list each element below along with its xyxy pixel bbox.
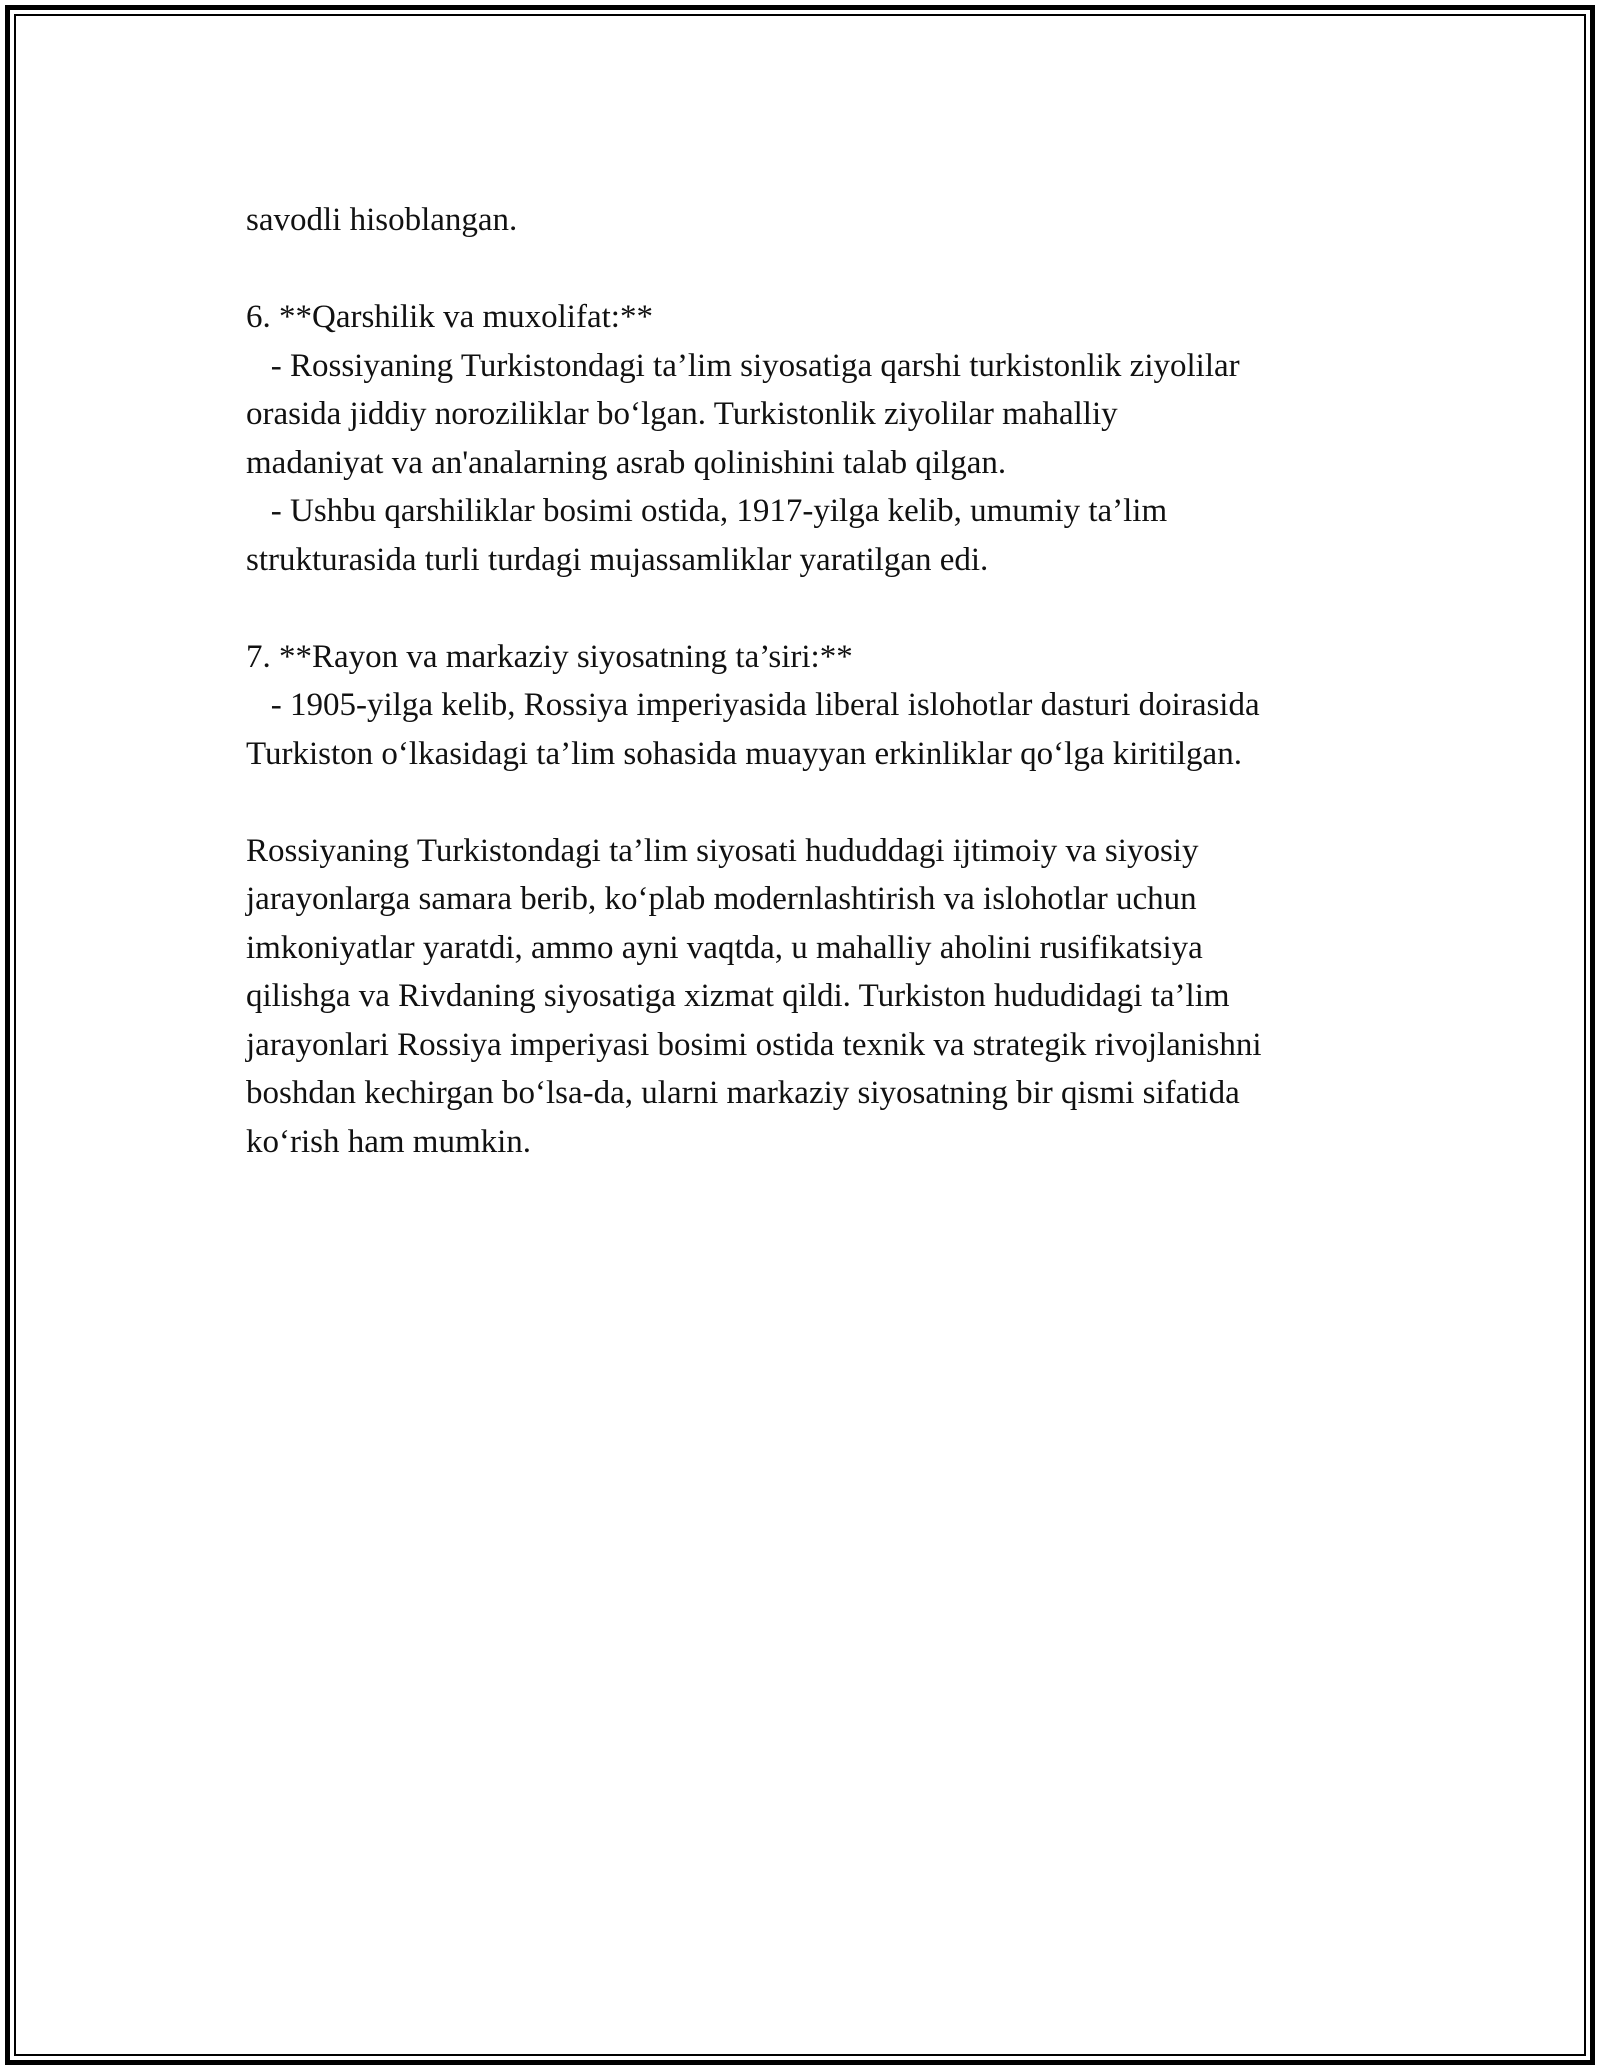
conclusion-line: jarayonlari Rossiya imperiyasi bosimi ostida texnik va strategik rivojlanishni bbox=[246, 1026, 1262, 1063]
section-6-line: - Ushbu qarshiliklar bosimi ostida, 1917-yilga kelib, umumiy ta’lim bbox=[246, 493, 1168, 529]
section-7-line: Turkiston o‘lkasidagi ta’lim sohasida muayyan erkinliklar qo‘lga kiritilgan. bbox=[246, 735, 1242, 772]
section-6-line: madaniyat va an'analarning asrab qolinishini talab qilgan. bbox=[246, 444, 1007, 481]
section-6-heading: 6. **Qarshilik va muxolifat:** bbox=[246, 299, 653, 335]
paragraph-gap bbox=[246, 245, 1396, 294]
document-body bbox=[246, 196, 1396, 1166]
page-border bbox=[5, 5, 1595, 2065]
conclusion-line: Rossiyaning Turkistondagi ta’lim siyosati hududdagi ijtimoiy va siyosiy bbox=[246, 832, 1199, 869]
paragraph-gap bbox=[246, 778, 1396, 827]
section-6-line: orasida jiddiy noroziliklar bo‘lgan. Turkistonlik ziyolilar mahalliy bbox=[246, 396, 1118, 432]
conclusion-line: jarayonlarga samara berib, ko‘plab modernlashtirish va islohotlar uchun bbox=[246, 881, 1197, 917]
intro-line: savodli hisoblangan. bbox=[246, 202, 518, 238]
paragraph-gap bbox=[246, 584, 1396, 633]
section-6-line: strukturasida turli turdagi mujassamliklar yaratilgan edi. bbox=[246, 541, 989, 578]
conclusion-line: qilishga va Rivdaning siyosatiga xizmat qildi. Turkiston hududidagi ta’lim bbox=[246, 978, 1230, 1014]
conclusion-line: boshdan kechirgan bo‘lsa-da, ularni markaziy siyosatning bir qismi sifatida bbox=[246, 1075, 1240, 1111]
section-7-line: - 1905-yilga kelib, Rossiya imperiyasida liberal islohotlar dasturi doirasida bbox=[246, 687, 1260, 723]
conclusion-line: imkoniyatlar yaratdi, ammo ayni vaqtda, u mahalliy aholini rusifikatsiya bbox=[246, 929, 1203, 966]
section-6-line: - Rossiyaning Turkistondagi ta’lim siyosatiga qarshi turkistonlik ziyolilar bbox=[246, 347, 1240, 384]
section-7-heading: 7. **Rayon va markaziy siyosatning ta’siri:** bbox=[246, 638, 853, 675]
conclusion-line: ko‘rish ham mumkin. bbox=[246, 1123, 532, 1160]
